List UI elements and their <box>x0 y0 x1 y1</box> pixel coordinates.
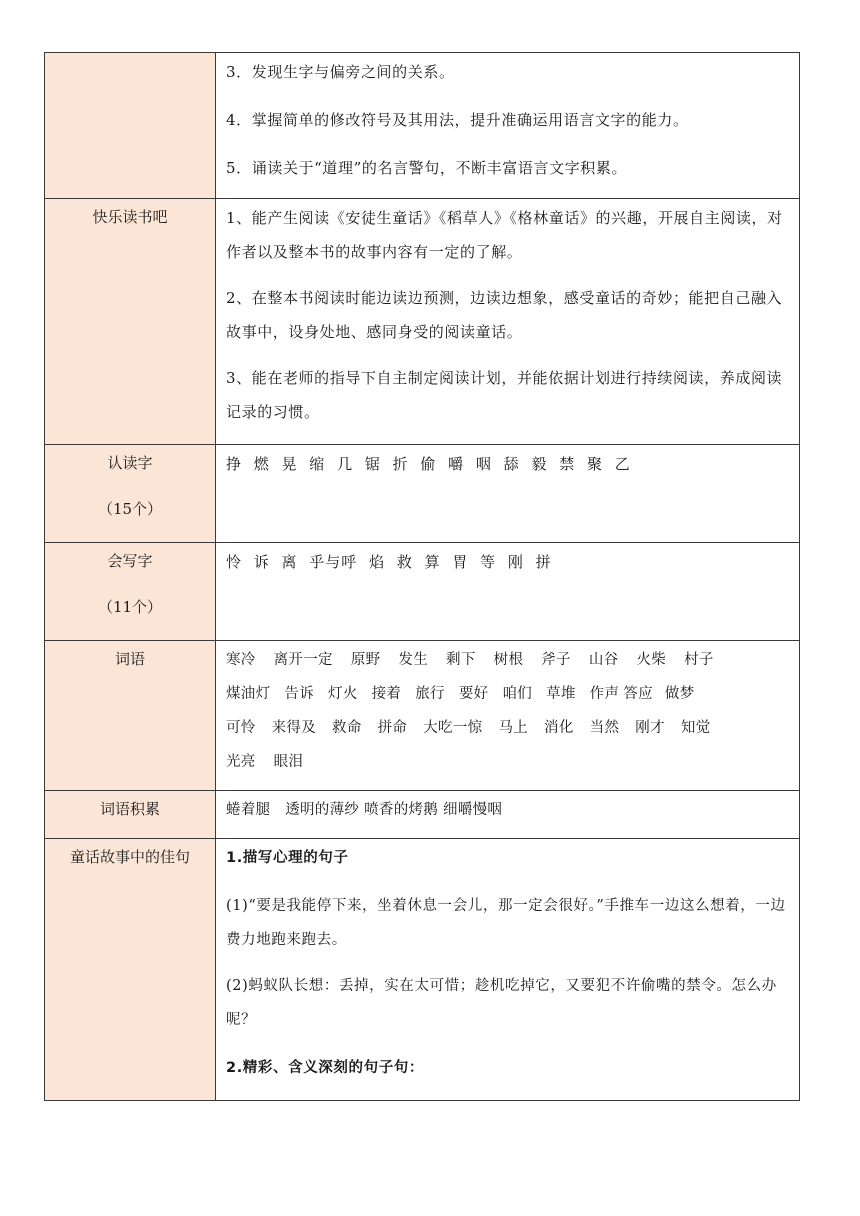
sentence-heading-1: 1.描写心理的句子 <box>226 850 349 866</box>
goal-item-5: 5．诵读关于“道理”的名言警句，不断丰富语言文字积累。 <box>226 159 628 177</box>
word: 灯火 <box>328 686 358 702</box>
row-word-accumulation <box>45 791 800 839</box>
label-text: 词语积累 <box>99 800 160 818</box>
words-line-3 <box>226 711 789 745</box>
word: 村子 <box>684 652 714 668</box>
row-recognize-chars <box>45 445 800 543</box>
words-content <box>216 641 800 791</box>
label-words <box>45 641 216 791</box>
word-accumulation-content <box>216 791 800 839</box>
reading-item-2: 2、在整本书阅读时能边读边预测，边读边想象，感受童话的奇妙；能把自己融入故事中，设身处地、感同身受的阅读童话。 <box>226 289 783 341</box>
label-text: 童话故事中的佳句 <box>69 848 190 866</box>
word: 旅行 <box>415 686 445 702</box>
word: 马上 <box>498 720 529 736</box>
word: 光亮 <box>226 754 256 770</box>
words-line-1 <box>226 643 789 677</box>
words-line-4 <box>226 745 789 779</box>
word: 原野 <box>350 652 381 668</box>
document-page <box>44 52 800 1101</box>
unit-goals-table <box>44 52 800 1101</box>
word: 答应 <box>623 686 653 702</box>
word: 眼泪 <box>273 754 304 770</box>
word: 草堆 <box>546 686 576 702</box>
label-fine-sentences <box>45 839 216 1101</box>
word: 发生 <box>398 652 429 668</box>
word: 当然 <box>589 720 620 736</box>
label-cell-empty <box>45 53 216 199</box>
word: 救命 <box>332 720 362 736</box>
reading-item-3: 3、能在老师的指导下自主制定阅读计划，并能依据计划进行持续阅读，养成阅读记录的习惯。 <box>226 369 783 421</box>
word: 咱们 <box>502 686 533 702</box>
words-line-2 <box>226 677 789 711</box>
row-fine-sentences <box>45 839 800 1101</box>
label-count: （11个） <box>97 598 163 616</box>
recognize-chars-list: 挣 燃 晃 缩 几 锯 折 偷 嚼 咽 舔 毅 禁 聚 乙 <box>226 455 631 473</box>
row-happy-reading <box>45 199 800 445</box>
word: 来得及 <box>271 720 317 736</box>
goal-item-3: 3．发现生字与偏旁之间的关系。 <box>226 63 455 81</box>
goals-content <box>216 53 800 199</box>
word: 接着 <box>371 686 402 702</box>
word: 做梦 <box>664 686 695 702</box>
word: 大吃一惊 <box>423 720 483 736</box>
word: 要好 <box>458 686 489 702</box>
recognize-chars-content <box>216 445 800 543</box>
word-accumulation-text: 蜷着腿 透明的薄纱 喷香的烤鹅 细嚼慢咽 <box>226 802 503 818</box>
label-word-accumulation <box>45 791 216 839</box>
label-recognize-chars <box>45 445 216 543</box>
label-text: 认读字 <box>107 454 153 472</box>
word: 山谷 <box>588 652 619 668</box>
label-count: （15个） <box>97 500 163 518</box>
label-happy-reading <box>45 199 216 445</box>
word: 寒冷 <box>226 652 256 668</box>
label-text: 词语 <box>114 650 145 668</box>
word: 斧子 <box>541 652 571 668</box>
word: 煤油灯 <box>226 686 271 702</box>
label-text: 快乐读书吧 <box>92 208 168 226</box>
word: 消化 <box>544 720 574 736</box>
word: 告诉 <box>284 686 315 702</box>
word: 知觉 <box>680 720 711 736</box>
sentence-heading-2: 2.精彩、含义深刻的句子句： <box>226 1060 424 1076</box>
word: 离开一定 <box>273 652 333 668</box>
word: 剩下 <box>446 652 476 668</box>
goal-item-4: 4．掌握简单的修改符号及其用法，提升准确运用语言文字的能力。 <box>226 111 689 129</box>
reading-item-1: 1、能产生阅读《安徒生童话》《稻草人》《格林童话》的兴趣，开展自主阅读，对作者以及整本书的故事内容有一定的了解。 <box>226 209 783 261</box>
word: 拼命 <box>377 720 408 736</box>
word: 刚才 <box>635 720 665 736</box>
happy-reading-content <box>216 199 800 445</box>
label-text: 会写字 <box>107 552 153 570</box>
fine-sentences-content <box>216 839 800 1101</box>
word: 作声 <box>589 686 620 702</box>
sentence-2: (2)蚂蚁队长想：丢掉，实在太可惜；趁机吃掉它，又要犯不许偷嘴的禁令。怎么办呢？ <box>226 978 777 1028</box>
row-words <box>45 641 800 791</box>
sentence-1: (1)“要是我能停下来，坐着休息一会儿，那一定会很好。”手推车一边这么想着，一边费力地跑来跑去。 <box>226 898 786 948</box>
write-chars-list: 怜 诉 离 乎与呼 焰 救 算 胃 等 刚 拼 <box>226 553 552 571</box>
write-chars-content <box>216 543 800 641</box>
row-language-goals <box>45 53 800 199</box>
word: 火柴 <box>636 652 667 668</box>
row-write-chars <box>45 543 800 641</box>
label-write-chars <box>45 543 216 641</box>
word: 可怜 <box>226 720 256 736</box>
word: 树根 <box>493 652 524 668</box>
